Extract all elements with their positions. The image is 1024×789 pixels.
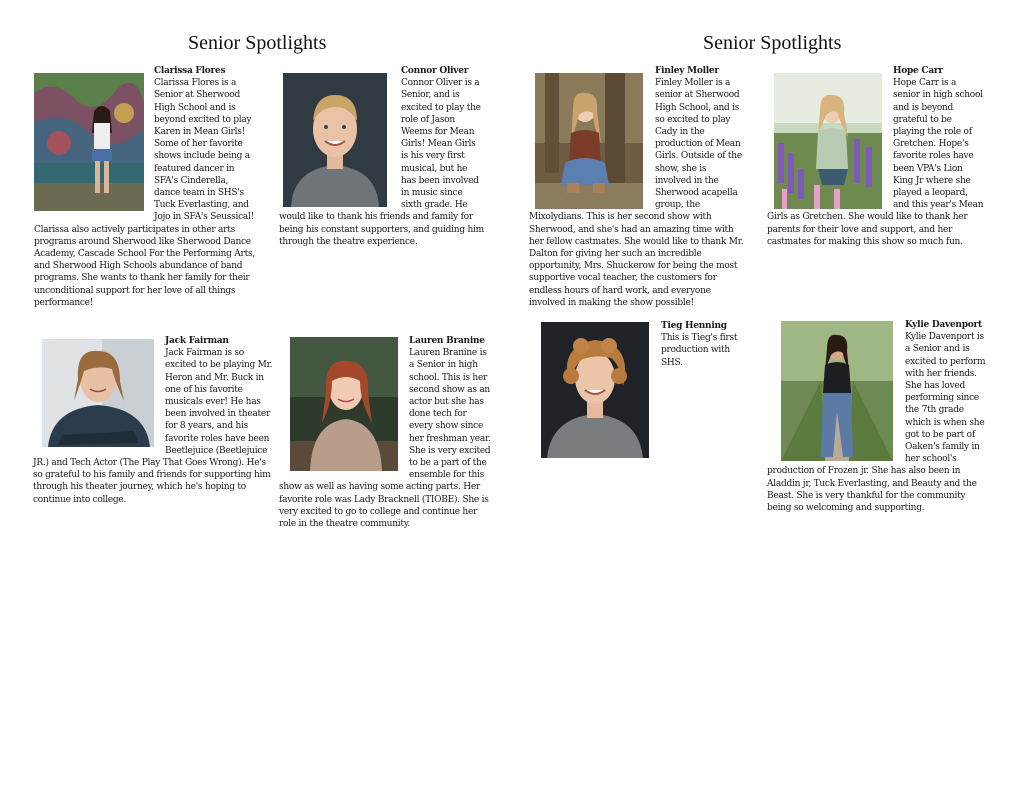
page-title-right: Senior Spotlights — [703, 32, 842, 54]
photo-tieg-henning — [541, 322, 649, 458]
senior-bio: Lauren Branine is a Senior in high school. This is her second show as an actor but she has done tech for every show since her freshman year. She is very excited to be a part of the ensemble for this show as well as having some acting parts. Her favorite role was Lady Bracknell (TIOBE). She is very excited to go to college and continue her role in the theatre community. — [279, 348, 491, 530]
photo-jack-fairman — [42, 339, 154, 447]
senior-card-connor-oliver — [279, 65, 484, 248]
senior-bio: This is Tieg's first production with SHS. — [661, 333, 738, 368]
senior-name: Finley Moller — [655, 66, 719, 76]
senior-bio: Kylie Davenport is a Senior and is excited to perform with her friends. She has loved performing since the 7th grade which is when she got to be part of Oaken's family in her school's production of Frozen jr. She has also been in Aladdin jr, Tuck Everlasting, and Beauty and the Beast. She is very thankful for the community being so welcoming and supporting. — [767, 332, 986, 514]
senior-name: Clarissa Flores — [154, 66, 226, 76]
photo-connor-oliver — [283, 73, 387, 207]
senior-bio: Connor Oliver is a Senior, and is excited to play the role of Jason Weems for Mean Girls! Mean Girls is his very first musical, but he has been involved in music since sixth grade. He would like to thank his friends and family for being his constant supporters, and guiding him through the theatre experience. — [279, 78, 484, 247]
senior-bio: Jack Fairman is so excited to be playing Mr. Heron and Mr. Buck in one of his favorite musicals ever! He has been involved in theater for 8 years, and his favorite roles have been Beetlejuice (Beetlejuice JR.) and Tech Actor (The Play That Goes Wrong). He's so grateful to his family and friends for supporting him through his theater journey, which he's hoping to continue into college. — [33, 348, 273, 505]
senior-card-clarissa-flores — [34, 65, 256, 309]
photo-clarissa-flores — [34, 73, 144, 211]
senior-name: Jack Fairman — [165, 336, 229, 346]
page-title-left: Senior Spotlights — [188, 32, 327, 54]
senior-name: Connor Oliver — [401, 66, 469, 76]
senior-card-hope-carr — [767, 65, 985, 248]
senior-card-lauren-branine — [279, 335, 493, 530]
senior-name: Hope Carr — [893, 66, 943, 76]
senior-bio: Clarissa Flores is a Senior at Sherwood High School and is beyond excited to play Karen in Mean Girls! Some of her favorite shows include being a featured dancer in SFA's Cinderella, dance team in SHS's Tuck Everlasting, and Jojo in SFA's Seussical! Clarissa also actively participates in other arts programs around Sherwood like Sherwood Dance Academy, Cascade School For the Performing Arts, and Sherwood High Schools abundance of band programs. She wants to thank her family for their unconditional support for her love of all things performance! — [34, 78, 255, 308]
senior-card-kylie-davenport — [767, 319, 987, 514]
photo-finley-moller — [535, 73, 643, 209]
photo-hope-carr — [774, 73, 882, 209]
senior-card-finley-moller — [529, 65, 745, 309]
senior-bio: Hope Carr is a senior in high school and is beyond grateful to be playing the role of Gretchen. Hope's favorite roles have been VPA's Lion King Jr where she played a leopard, and this year's Mean Girls as Gretchen. She would like to thank her parents for their love and support, and her castmates for making this show so much fun. — [767, 78, 984, 247]
senior-name: Kylie Davenport — [905, 320, 982, 330]
senior-name: Lauren Branine — [409, 336, 485, 346]
senior-card-jack-fairman — [33, 335, 273, 506]
senior-bio: Finley Moller is a senior at Sherwood High School, and is so excited to play Cady in the production of Mean Girls. Outside of the show, she is involved in the Sherwood acapella group, the Mixolydians. This is her second show with Sherwood, and she's had an amazing time with her fellow castmates. She would like to thank Mr. Dalton for giving her such an incredible opportunity, Mrs. Shuckerow for being the most supportive vocal teacher, the customers for endless hours of hard work, and everyone involved in making the show possible! — [529, 78, 744, 308]
photo-kylie-davenport — [781, 321, 893, 461]
senior-name: Tieg Henning — [661, 321, 727, 331]
photo-lauren-branine — [290, 337, 398, 471]
senior-card-tieg-henning — [541, 320, 741, 460]
